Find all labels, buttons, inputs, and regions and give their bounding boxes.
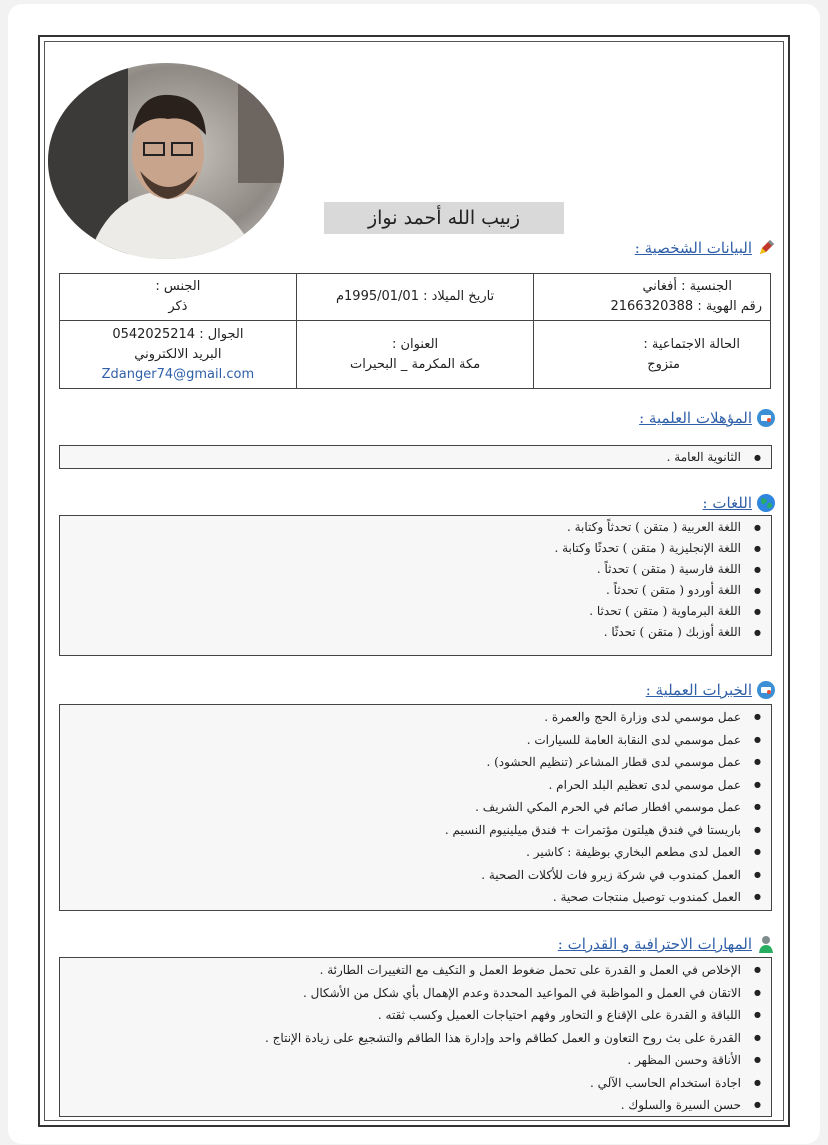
list-item: ● الإخلاص في العمل و القدرة على تحمل ضغوط العمل و التكيف مع التغييرات الطارئة .	[60, 959, 741, 982]
nationality: الجنسية : أفغاني	[642, 279, 732, 294]
marital-cell	[534, 321, 771, 389]
list-item: ● اللغة أوردو ( متقن ) تحدثاً .	[60, 580, 741, 601]
list-item: ● اللغة الإنجليزية ( متقن ) تحدثًا وكتابة .	[60, 538, 741, 559]
personal-data-heading	[635, 238, 776, 258]
full-name: زبيب الله أحمد نواز	[324, 202, 564, 234]
personal-info-table	[59, 273, 771, 389]
email-link[interactable]: Zdanger74@gmail.com	[101, 366, 255, 382]
qualifications-title: المؤهلات العلمية :	[639, 409, 752, 427]
nationality-cell	[534, 274, 771, 321]
marital-label: الحالة الاجتماعية :	[643, 336, 740, 352]
globe-icon	[756, 493, 776, 513]
list-item: ● الثانوية العامة .	[60, 447, 741, 468]
list-item: ● باريستا في فندق هيلتون مؤتمرات + فندق ميلينيوم النسيم .	[60, 819, 741, 842]
profile-photo	[48, 63, 284, 259]
contact-cell	[60, 321, 297, 389]
list-item: ● العمل لدى مطعم البخاري بوظيفة : كاشير .	[60, 841, 741, 864]
gender-value: ذكر	[168, 299, 188, 314]
languages-heading	[703, 493, 776, 513]
address-value: مكة المكرمة _ البحيرات	[349, 356, 481, 372]
person-icon	[756, 934, 776, 954]
email-label: البريد الالكتروني	[134, 346, 222, 362]
birth-date: تاريخ الميلاد : 1995/01/01م	[335, 289, 495, 304]
birth-date-cell	[296, 274, 534, 321]
personal-data-title: البيانات الشخصية :	[634, 239, 752, 257]
list-item: ● اجادة استخدام الحاسب الآلي .	[60, 1072, 741, 1095]
list-item: ● اللغة العربية ( متقن ) تحدثاً وكتابة .	[60, 517, 741, 538]
id-number: رقم الهوية : 2166320388	[610, 299, 762, 314]
list-item: ● الاتقان في العمل و المواظبة في المواعيد المحددة وعدم الإهمال بأي شكل من الأشكال .	[60, 982, 741, 1005]
address-cell	[296, 321, 534, 389]
list-item: ● الأناقة وحسن المظهر .	[60, 1049, 741, 1072]
qualifications-heading	[639, 408, 776, 428]
briefcase-icon	[756, 680, 776, 700]
list-item: ● اللباقة و القدرة على الإقناع و التحاور وفهم احتياجات العميل وكسب ثقته .	[60, 1004, 741, 1027]
mobile: الجوال : 0542025214	[112, 326, 244, 342]
qualifications-box	[59, 445, 772, 469]
address-label: العنوان :	[391, 336, 439, 352]
list-item: ● عمل موسمي لدى قطار المشاعر (تنظيم الحشود) .	[60, 751, 741, 774]
languages-box	[59, 515, 772, 656]
experience-box	[59, 704, 772, 911]
list-item: ● اللغة البرماوية ( متقن ) تحدثا .	[60, 601, 741, 622]
list-item: ● العمل كمندوب توصيل منتجات صحية .	[60, 886, 741, 909]
experience-heading	[646, 680, 776, 700]
list-item: ● حسن السيرة والسلوك .	[60, 1094, 741, 1117]
diploma-icon	[756, 408, 776, 428]
list-item: ● عمل موسمي لدى النقابة العامة للسيارات .	[60, 729, 741, 752]
list-item: ● عمل موسمي افطار صائم في الحرم المكي الشريف .	[60, 796, 741, 819]
skills-heading	[558, 934, 776, 954]
list-item: ● العمل كمندوب في شركة زيرو فات للأكلات الصحية .	[60, 864, 741, 887]
list-item: ● عمل موسمي لدى وزارة الحج والعمرة .	[60, 706, 741, 729]
list-item: ● القدرة على بث روح التعاون و العمل كطاقم واحد وإدارة هذا الطاقم والتشجيع على زيادة الإنتاج .	[60, 1027, 741, 1050]
skills-title: المهارات الاحترافية و القدرات :	[557, 935, 752, 953]
list-item: ● اللغة أوزبك ( متقن ) تحدثًا .	[60, 622, 741, 643]
gender-cell	[60, 274, 297, 321]
list-item: ● عمل موسمي لدى تعظيم البلد الحرام .	[60, 774, 741, 797]
gender-label: الجنس :	[155, 279, 201, 294]
experience-title: الخبرات العملية :	[645, 681, 752, 699]
list-item: ● اللغة فارسية ( متقن ) تحدثاً .	[60, 559, 741, 580]
pencil-icon	[756, 238, 776, 258]
marital-value: متزوج	[647, 356, 680, 372]
languages-title: اللغات :	[702, 494, 752, 512]
skills-box	[59, 957, 772, 1117]
